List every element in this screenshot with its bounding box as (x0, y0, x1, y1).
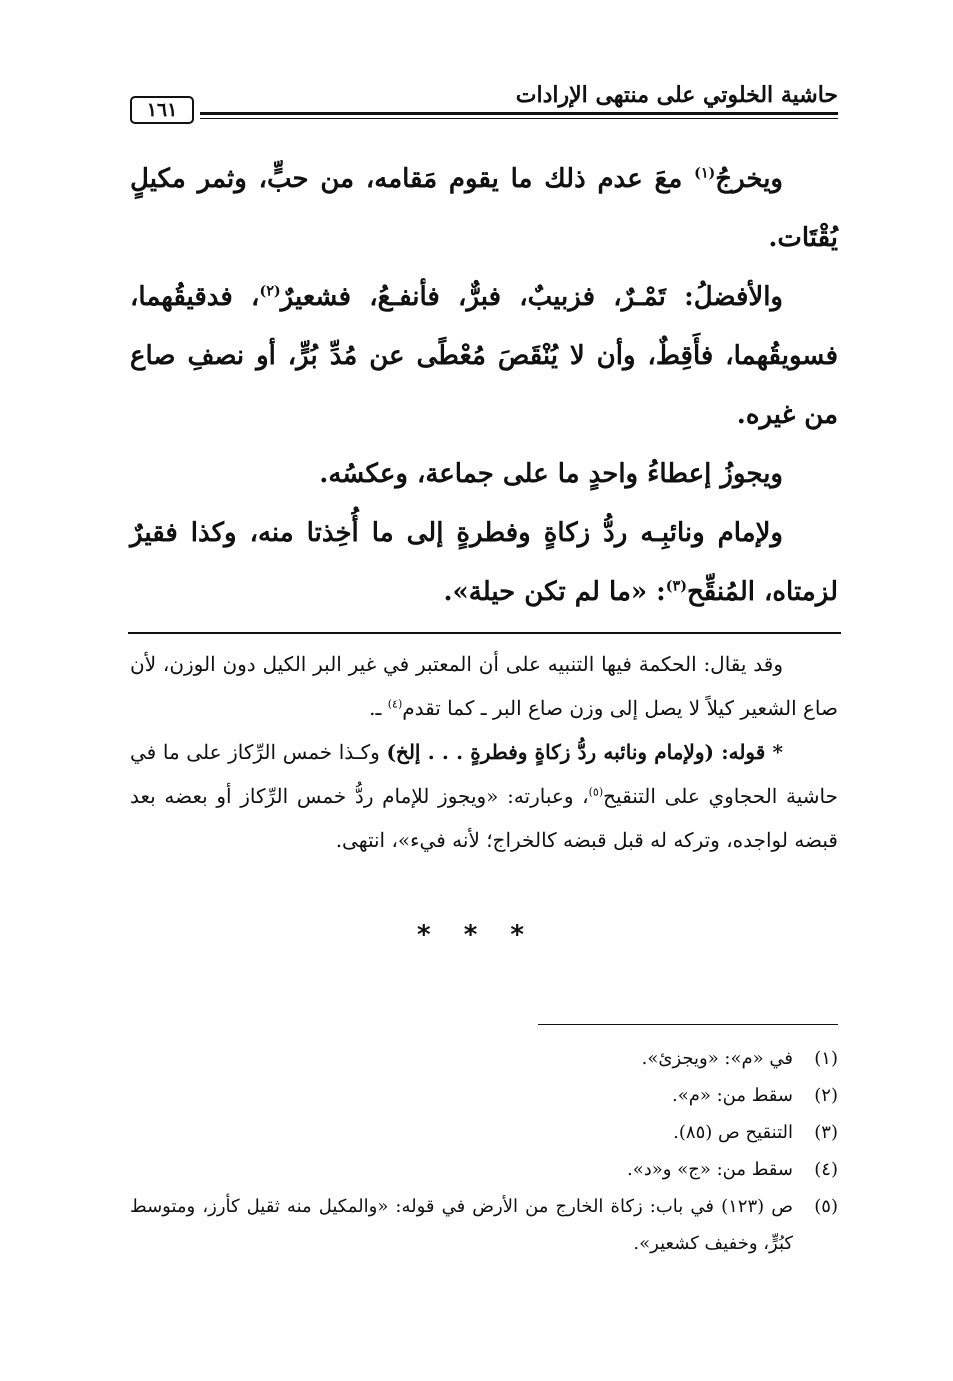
header-rule-thick (200, 112, 838, 115)
footnote-text: في «م»: «ويجزئ». (641, 1048, 793, 1069)
footnote-text: ص (١٢٣) في باب: زكاة الخارج من الأرض في قوله: «والمكيل منه ثقيل كأرز، ومتوسط كبُرٍّ، وخفيف كشعير». (130, 1196, 793, 1254)
footnote-number: (٤) (814, 1159, 838, 1180)
footnote (130, 1151, 838, 1188)
main-paragraph: ويخرجُ$^{(١)}$ معَ عدم ذلك ما يقوم مَقامه، من حبٍّ، وثمر مكيلٍ يُقْتَات. (130, 164, 838, 253)
footnote-number: (٥) (814, 1196, 838, 1217)
section-separator: * * * (417, 920, 536, 950)
footnote (130, 1077, 838, 1114)
footnote-ref: (٣) (665, 578, 687, 595)
footnote-divider (538, 1024, 838, 1025)
header-rule-thin (200, 118, 838, 119)
page-number: ١٦١ (130, 96, 194, 124)
footnotes (130, 1040, 838, 1262)
main-text (130, 150, 838, 622)
commentary-lead: * قوله: (ولإمام ونائبه ردُّ زكاةٍ وفطرةٍ . . . إلخ) (386, 740, 784, 764)
footnote (130, 1114, 838, 1151)
footnote-number: (٣) (814, 1122, 838, 1143)
footnote-ref: (١) (694, 165, 716, 182)
main-paragraph: ولإمام ونائبِـه ردُّ زكاةٍ وفطرةٍ إلى ما أُخِذتا منه، وكذا فقيرٌ لزمتاه، المُنقِّح$^{(٣)}$: «ما لم تكن حيلة». (130, 518, 838, 607)
footnote-text: التنقيح ص (٨٥). (673, 1122, 793, 1143)
footnote-text: سقط من: «ج» و«د». (627, 1159, 793, 1180)
footnote (130, 1040, 838, 1077)
footnote-number: (٢) (814, 1085, 838, 1106)
commentary-paragraph: * قوله: (ولإمام ونائبه ردُّ زكاةٍ وفطرةٍ . . . إلخ) وكـذا خمس الرِّكاز على ما في حاشية الحجاوي على التنقيح$^{(٥)}$، وعبارته: «ويجوز للإمام ردُّ خمس الرِّكاز أو بعضه بعد قبضه لواجده، وتركه له قبل قبضه كالخراج؛ لأنه فيء»، انتهى. (130, 740, 839, 852)
footnote-ref: (٢) (259, 283, 281, 300)
footnote (130, 1188, 838, 1262)
commentary-paragraph: وقد يقال: الحكمة فيها التنبيه على أن المعتبر في غير البر الكيل دون الوزن، لأن صاع الشعير كيلاً لا يصل إلى وزن صاع البر ـ كما تقدم$^{(٤)}$ ـ. (130, 652, 838, 720)
running-title: حاشية الخلوتي على منتهى الإرادات (515, 82, 838, 108)
main-paragraph: ويجوزُ إعطاءُ واحدٍ ما على جماعة، وعكسُه. (319, 459, 783, 489)
commentary (130, 642, 838, 862)
footnote-ref: (٤) (387, 697, 403, 711)
page-header (130, 82, 838, 122)
main-paragraph: والأفضلُ: تَمْـرٌ، فزبيبٌ، فبرٌّ، فأنفـعُ، فشعيرٌ$^{(٢)}$، فدقيقُهما، فسويقُهما، فأَقِطٌ، وأن لا يُنْقَصَ مُعْطًى عن مُدِّ بُرٍّ، أو نصفِ صاع من غيره. (130, 282, 838, 430)
footnote-ref: (٥) (588, 785, 604, 799)
commentary-divider (128, 632, 841, 634)
footnote-text: سقط من: «م». (671, 1085, 793, 1106)
footnote-number: (١) (814, 1048, 838, 1069)
